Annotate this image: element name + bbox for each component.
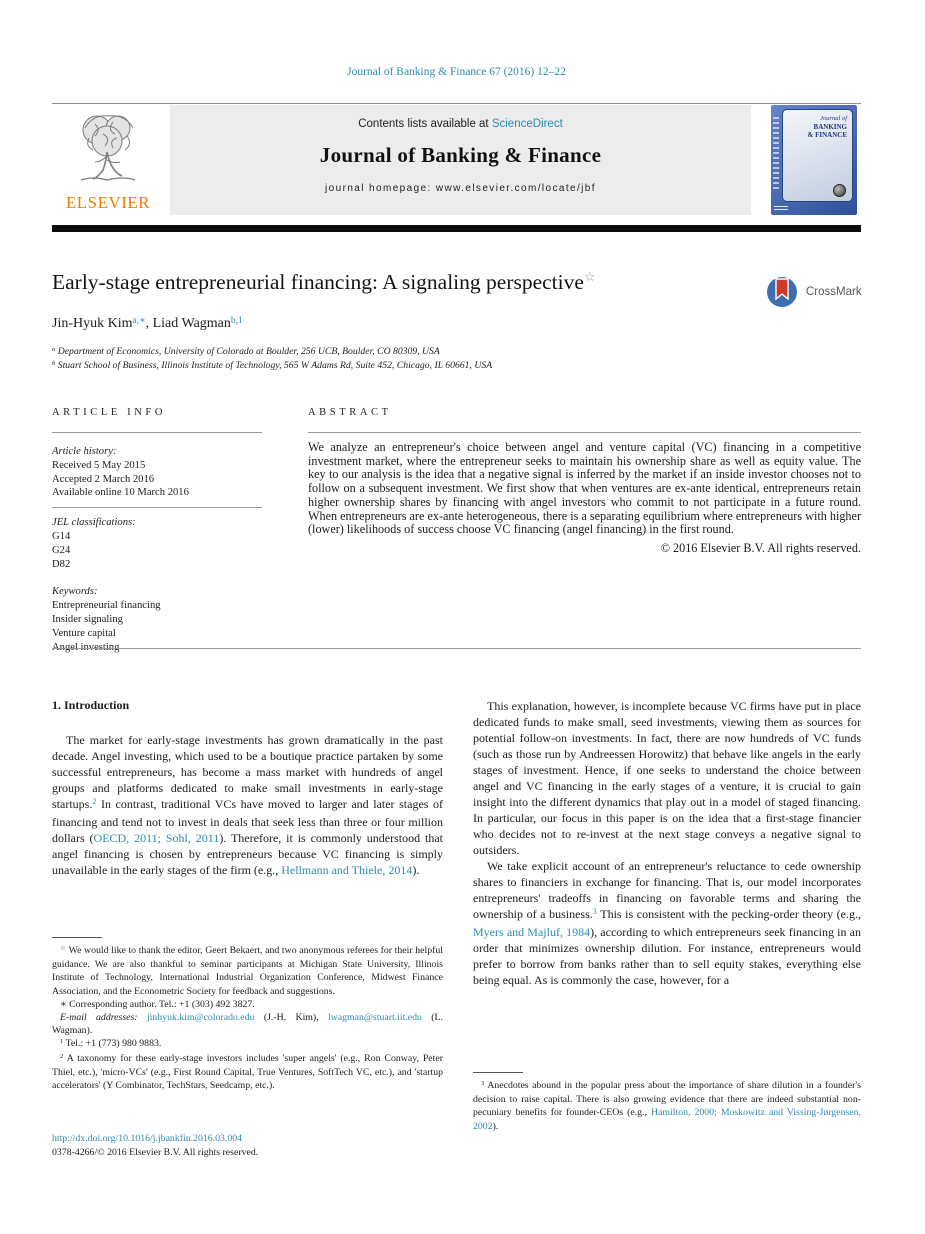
cover-line3: & FINANCE: [807, 131, 847, 139]
crossmark-label: CrossMark: [806, 286, 862, 298]
text-segment: ). Therefore, it is commonly understood that angel financing is chosen by entrepreneurs because VC financing is simply unavailable in the early stages of the firm (e.g.,: [52, 831, 443, 877]
citation-link[interactable]: Myers and Majluf, 1984: [473, 925, 591, 939]
article-title-text: Early-stage entrepreneurial financing: A signaling perspective: [52, 270, 584, 294]
keyword-item: Insider signaling: [52, 613, 123, 625]
affiliation-a: [52, 345, 792, 359]
text-segment: The market for early-stage investments has grown dramatically in the past decade. Angel investing, which used to be a boutique practice partaken by some successful entrepreneurs, has become a mass market with hundreds of angel groups and platforms dedicated to make small investments in early-stage startups.: [52, 733, 443, 811]
doi-block: [52, 1132, 452, 1159]
elsevier-tree-icon: [73, 108, 143, 190]
journal-citation-link[interactable]: Journal of Banking & Finance 67 (2016) 12–22: [347, 66, 566, 78]
body-right-column: [473, 698, 861, 988]
author-line: [52, 316, 652, 332]
text-segment: A taxonomy for these early-stage investors includes 'super angels' (e.g., Ron Conway, Peter Thiel, etc.), 'micro-VCs' (e.g., First Round Capital, True Ventures, SoftTech VC, etc.), and 'startup accelerators' (Y Combinator, TechStars, Seedcamp, etc.).: [52, 1052, 443, 1092]
footnote-3: [473, 1079, 861, 1133]
text-segment: ), according to which entrepreneurs seek financing in an order that minimizes ownership dilution. For instance, entrepreneurs would prefer to borrow from banks rather than to sell equity stakes, everything else being equal. As is commonly the case, however, for a: [473, 925, 861, 987]
text-segment: b: [52, 360, 56, 368]
footnote-2: [52, 1052, 443, 1093]
journal-homepage-link[interactable]: journal homepage: www.elsevier.com/locate/jbf: [325, 183, 596, 194]
contents-prefix: Contents lists available at: [358, 118, 492, 130]
cover-panel: [782, 109, 853, 202]
cover-line1: Journal of: [820, 115, 847, 122]
cover-emblem-icon: [833, 184, 846, 197]
citation-link[interactable]: lwagman@stuart.iit.edu: [328, 1012, 422, 1024]
intro-paragraph-3: [473, 858, 861, 988]
text-segment: ☆: [60, 945, 67, 953]
abstract-text: We analyze an entrepreneur's choice between angel and venture capital (VC) financing in a competitive investment market, where the entrepreneur seeks to maintain his ownership share as well as equity value. The key to our analysis is the idea that a negative signal is inferred by the market if an inside investor chooses not to follow on a subsequent investment. We first show that when ventures are ex-ante identical, entrepreneurs retain higher ownership shares by financing with angel investors who commit to not participate in a future round. When entrepreneurs are ex-ante heterogeneous, there is a separating equilibrium where entrepreneurs with higher (lower) likelihoods of success choose VC financing (angel financing) in the first round.: [308, 440, 861, 537]
footnote-thanks: [52, 944, 443, 998]
text-segment: (L. Wagman).: [52, 1012, 443, 1037]
intro-paragraph-2: This explanation, however, is incomplete because VC firms have put in place dedicated funds to make small, seed investments, viewing them as sources for potential follow-on investments. In fact, there are now hundreds of VC funds (such as those run by Andreessen Horowitz) that behave like angels in the early stages of investment. Hence, if one seeks to understand the choice between angel and VC financing in the early stages of a venture, it is crucial to gain insight into the different dynamics that play out in a model of staged financing. In particular, our focus in this paper is on the idea that a first-stage financier who decides not to re-invest at the next stage conveys a negative signal to outsiders.: [473, 699, 861, 857]
article-info-heading: ARTICLE INFO: [52, 407, 167, 418]
cover-footer-decor: [774, 206, 788, 211]
section-divider-rule: [52, 648, 861, 649]
text-segment: Department of Economics, University of Colorado at Boulder, 256 UCB, Boulder, CO 80309, USA: [55, 346, 440, 357]
text-segment: We would like to thank the editor, Geert Bekaert, and two anonymous referees for their helpful guidance. We are also thankful to seminar participants at Michigan State University, Illinois Institute of Technology, International Industrial Organization Conference, Midwest Finance Association, and the Econometric Society for feedback and suggestions.: [52, 945, 444, 997]
keywords-label: Keywords:: [52, 586, 98, 598]
history-online: Available online 10 March 2016: [52, 487, 189, 499]
citation-link[interactable]: 3: [592, 907, 597, 917]
citation-link[interactable]: a,∗: [132, 315, 146, 326]
info-heading-rule: [52, 432, 262, 433]
cover-line2: BANKING: [813, 123, 847, 131]
body-left-column: [52, 698, 443, 878]
footnote-1: [52, 1037, 443, 1051]
keyword-item: Entrepreneurial financing: [52, 600, 161, 612]
abstract-heading: ABSTRACT: [308, 407, 392, 418]
abstract-column: [308, 441, 861, 556]
abstract-heading-rule: [308, 432, 861, 433]
text-segment: a: [52, 346, 56, 354]
text-segment: 1: [60, 1038, 64, 1046]
elsevier-wordmark: ELSEVIER: [65, 193, 151, 212]
citation-link[interactable]: 2: [92, 797, 97, 807]
jel-item: G14: [52, 530, 71, 542]
text-segment: Stuart School of Business, Illinois Institute of Technology, 565 W Adams Rd, Suite 452, Chicago, IL 60661, USA: [55, 360, 493, 371]
text-segment: 3: [481, 1080, 485, 1088]
jel-item: D82: [52, 558, 71, 570]
footnote-rule-right: [473, 1072, 523, 1073]
abstract-copyright: © 2016 Elsevier B.V. All rights reserved.: [660, 540, 861, 555]
history-label: Article history:: [52, 446, 117, 457]
cover-title-text: [808, 115, 847, 139]
crossmark-icon: [766, 276, 798, 308]
affiliations: [52, 345, 792, 373]
text-segment: ).: [492, 1120, 499, 1132]
info-gap: [52, 571, 297, 585]
jel-label: JEL classifications:: [52, 517, 136, 529]
citation-link[interactable]: b,1: [230, 315, 243, 326]
history-accepted: Accepted 2 March 2016: [52, 473, 155, 485]
journal-header-band: [52, 103, 861, 215]
sciencedirect-link[interactable]: ScienceDirect: [491, 118, 563, 130]
article-info-column: [52, 445, 297, 654]
issn-copyright-line: 0378-4266/© 2016 Elsevier B.V. All rights reserved.: [52, 1146, 259, 1158]
text-segment: Jin-Hyuk Kim: [52, 316, 133, 331]
citation-link[interactable]: Hellmann and Thiele, 2014: [281, 863, 413, 877]
doi-link[interactable]: http://dx.doi.org/10.1016/j.jbankfin.2016.03.004: [52, 1133, 243, 1144]
text-segment: In contrast, traditional VCs have moved to larger and later stages of financing and tend not to invest in deals that seek less than three or four million dollars (: [52, 797, 443, 845]
journal-cover-thumbnail[interactable]: [771, 105, 857, 215]
jel-item: G24: [52, 544, 71, 556]
text-segment: , Liad Wagman: [145, 316, 231, 331]
text-segment: (J.-H. Kim),: [254, 1012, 328, 1024]
citation-link[interactable]: OECD, 2011; Sohl, 2011: [93, 831, 220, 845]
text-segment: Tel.: +1 (773) 980 9883.: [63, 1038, 162, 1050]
elsevier-logo[interactable]: [52, 108, 164, 214]
footnote-corresponding: ∗ Corresponding author. Tel.: +1 (303) 492 3827.: [60, 998, 255, 1010]
journal-title: Journal of Banking & Finance: [319, 143, 602, 167]
intro-paragraph-1: [52, 732, 443, 878]
footnotes-left-block: [52, 944, 443, 1092]
introduction-heading: 1. Introduction: [52, 698, 130, 712]
title-footnote-star[interactable]: ☆: [583, 269, 596, 284]
info-mid-rule: [52, 507, 262, 508]
text-segment: ).: [412, 863, 420, 877]
text-segment: E-mail addresses:: [60, 1012, 147, 1024]
footnote-emails: [52, 1011, 443, 1037]
citation-link[interactable]: Hamilton, 2000; Moskowitz and Vissing-Jørgensen, 2002: [473, 1107, 861, 1132]
journal-masthead: [170, 105, 751, 215]
text-segment: We take explicit account of an entrepreneur's reluctance to cede ownership shares to financiers in exchange for financing. That is, our model incorporates entrepreneurs' tradeoffs in financing on favorable terms and sharing the ownership of a business.: [473, 859, 861, 921]
affiliation-b: [52, 359, 792, 373]
header-divider-bar: [52, 225, 861, 232]
cover-spine-decor: [773, 117, 779, 189]
text-segment: This is consistent with the pecking-order theory (e.g.,: [596, 907, 862, 921]
article-title: [52, 270, 752, 295]
keyword-item: Venture capital: [52, 627, 116, 639]
crossmark-badge[interactable]: [766, 276, 876, 312]
footnote-rule-left: [52, 937, 102, 938]
text-segment: 2: [60, 1052, 64, 1060]
text-segment: Anecdotes abound in the popular press about the importance of share dilution in a founder's decision to raise capital. There is also growing evidence that there are indeed substantial non-pecuniary benefits for founder-CEOs (e.g.,: [473, 1080, 861, 1119]
history-received: Received 5 May 2015: [52, 459, 146, 471]
citation-link[interactable]: jinhyuk.kim@colorado.edu: [146, 1012, 255, 1024]
contents-line: [170, 118, 751, 130]
